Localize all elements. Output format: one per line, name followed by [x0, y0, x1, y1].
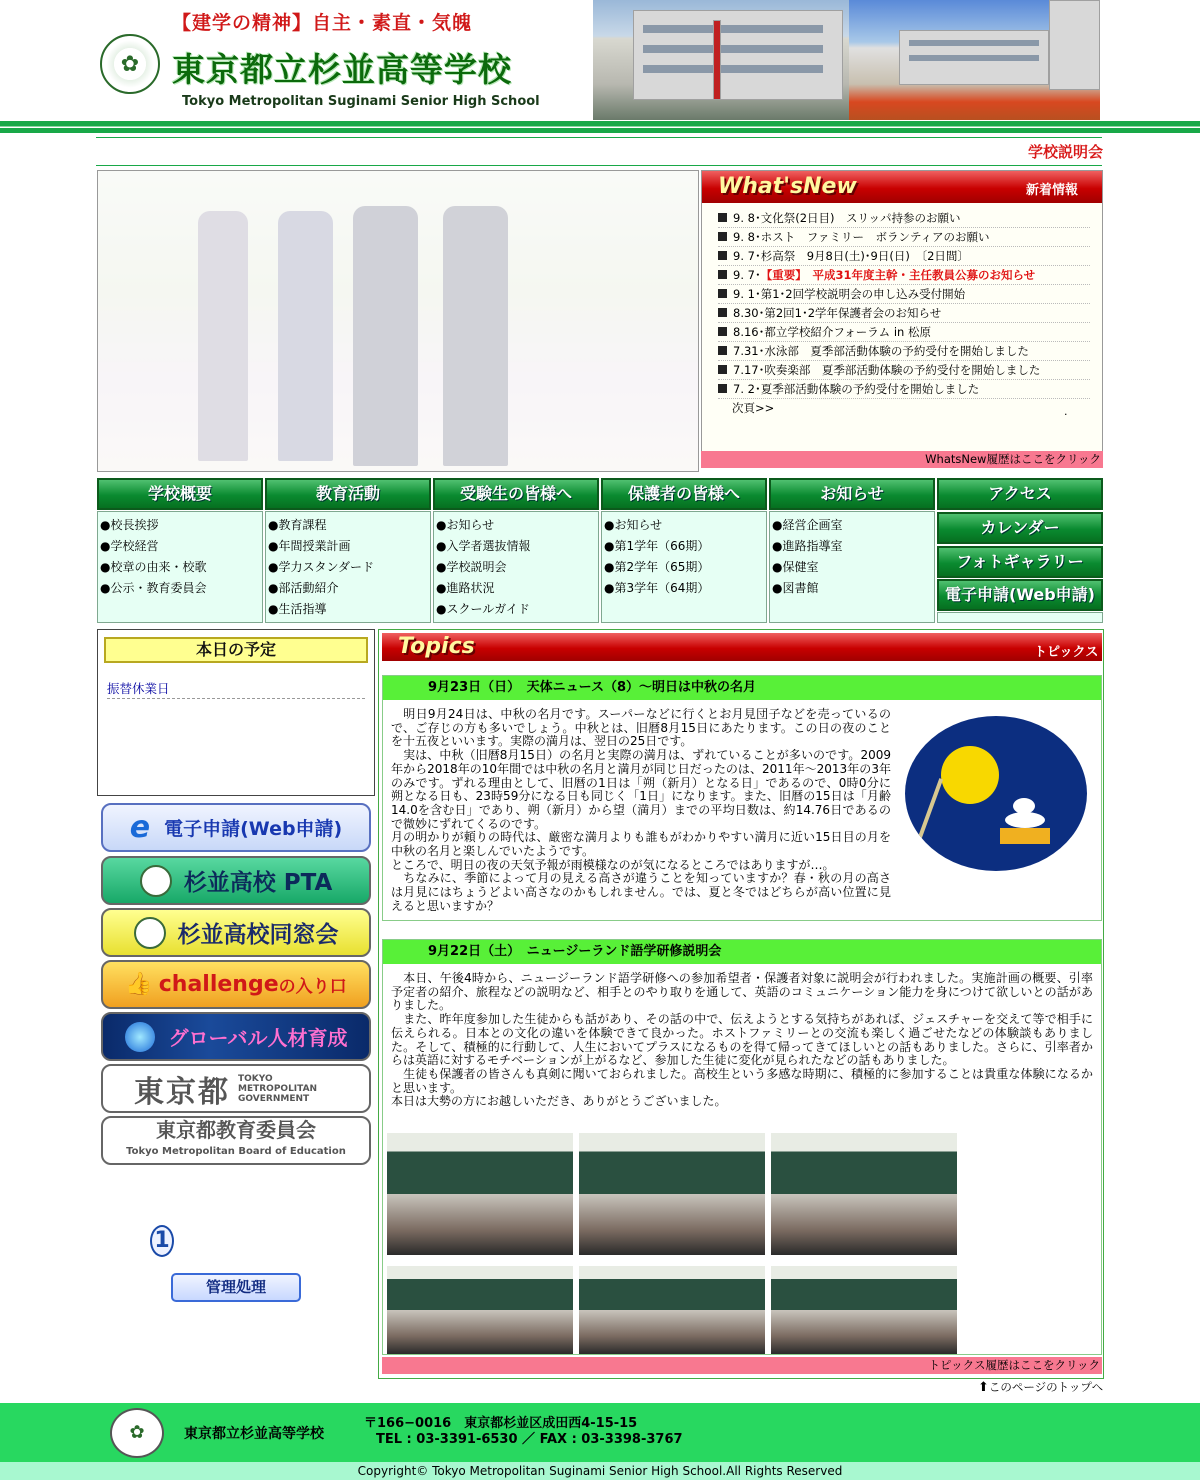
banner-board-of-education[interactable]	[101, 1116, 371, 1165]
whats-new-text: ホスト ファミリー ボランティアのお願い	[760, 230, 990, 244]
whats-new-text: 都立学校紹介フォーラム in 松原	[764, 325, 931, 339]
square-bullet-icon	[718, 365, 727, 374]
square-bullet-icon	[718, 289, 727, 298]
whats-new-date: 9. 1	[733, 287, 755, 301]
footer-school-name: 東京都立杉並高等学校	[184, 1426, 324, 1442]
whats-new-header	[702, 171, 1102, 203]
whats-new-item[interactable]: 7. 2･夏季部活動体験の予約受付を開始しました	[718, 380, 1090, 399]
square-bullet-icon	[718, 327, 727, 336]
topic-paragraph: 明日9月24日は、中秋の名月です。スーパーなどに行くとお月見団子などを売っているので、ご存じの方も多いでしょう。中秋とは、旧暦8月15日にあたります。この日の夜のことを十五夜といいます。実際の満月は、翌日の25日です。	[391, 707, 891, 749]
whats-new-panel	[701, 170, 1103, 468]
square-bullet-icon	[718, 251, 727, 260]
whats-new-date: 7.31	[733, 344, 759, 358]
nav-submenu-item[interactable]: ●学校経営	[100, 539, 159, 553]
nav-submenu-item[interactable]: ●第1学年（66期）	[604, 539, 710, 553]
banner-board-en: Tokyo Metropolitan Board of Education	[126, 1145, 346, 1157]
photo-briefing-4[interactable]	[387, 1266, 573, 1354]
topics-history-link[interactable]: トピックス履歴はここをクリック	[382, 1357, 1102, 1374]
banner-tokyo-label: 東京都	[134, 1074, 230, 1110]
whats-new-history-link[interactable]: WhatsNew履歴はここをクリック	[701, 451, 1103, 468]
school-motto: 【建学の精神】自主・素直・気魄	[172, 12, 473, 34]
nav-submenu	[601, 511, 767, 623]
header-photo-building	[593, 0, 849, 120]
today-schedule-title: 本日の予定	[104, 637, 368, 663]
whats-new-text: 第2回1･2学年保護者会のお知らせ	[764, 306, 942, 320]
banner-tokyo-government[interactable]	[101, 1064, 371, 1113]
nav-submenu	[265, 511, 431, 623]
nav-submenu-item[interactable]: ●学力スタンダード	[268, 560, 374, 574]
banner-tokyo-en: TOKYO METROPOLITAN GOVERNMENT	[238, 1073, 318, 1104]
nav-submenu-item[interactable]: ●教育課程	[268, 518, 327, 532]
whats-new-text: 杉高祭 9月8日(土)･9日(日) 〔2日間〕	[760, 249, 969, 263]
nav-calendar[interactable]: カレンダー	[937, 512, 1103, 544]
topic-article-title[interactable]: 9月22日（土） ニュージーランド語学研修説明会	[383, 940, 1101, 964]
nav-submenu-item[interactable]: ●図書館	[772, 581, 819, 595]
nav-header[interactable]: お知らせ	[769, 478, 935, 510]
nav-header[interactable]: 学校概要	[97, 478, 263, 510]
whats-new-item[interactable]: 8.30･第2回1･2学年保護者会のお知らせ	[718, 304, 1090, 323]
nav-submenu-item[interactable]: ●経営企画室	[772, 518, 843, 532]
nav-web-application[interactable]: 電子申請(Web申請)	[937, 579, 1103, 611]
whats-new-item[interactable]: 7.17･吹奏楽部 夏季部活動体験の予約受付を開始しました	[718, 361, 1090, 380]
square-bullet-icon	[718, 213, 727, 222]
nav-submenu-item[interactable]: ●学校説明会	[436, 560, 507, 574]
banner-pta[interactable]	[101, 856, 371, 905]
banner-challenge[interactable]	[101, 960, 371, 1009]
topics-title-jp: トピックス	[1034, 645, 1099, 660]
header-green-bar	[0, 121, 1200, 133]
topics-panel	[378, 629, 1104, 1379]
nav-right-footer	[937, 612, 1103, 623]
nav-submenu-item[interactable]: ●校長挨拶	[100, 518, 159, 532]
header-photo-campus	[849, 0, 1100, 120]
topic-paragraph: 本日、午後4時から、ニュージーランド語学研修への参加希望者・保護者対象に説明会が行われました。実施計画の概要、引率予定者の紹介、旅程などの説明など、相手とのやり取りを通して、英語のコミュニケーション能力を身につけて欲しいとの話がありました。	[391, 971, 1093, 1013]
whats-new-date: 9. 7	[733, 249, 755, 263]
square-bullet-icon	[718, 232, 727, 241]
whats-new-date: 9. 8	[733, 230, 755, 244]
whats-new-title-jp: 新着情報	[1026, 183, 1079, 198]
banner-board-label: 東京都教育委員会	[156, 1117, 316, 1142]
photo-briefing-3[interactable]	[771, 1133, 957, 1255]
nav-submenu-item[interactable]: ●お知らせ	[604, 518, 663, 532]
whats-new-item[interactable]: 9. 8･文化祭(2日目) スリッパ持参のお願い	[718, 209, 1090, 228]
nav-submenu-item[interactable]: ●進路指導室	[772, 539, 843, 553]
whats-new-logo: What'sNew	[718, 174, 857, 199]
emblem-icon	[140, 865, 172, 897]
nav-submenu-item[interactable]: ●部活動紹介	[268, 581, 339, 595]
nav-submenu-item[interactable]: ●年間授業計画	[268, 539, 351, 553]
banner-challenge-suffix: の入り口	[278, 977, 347, 997]
today-schedule-panel	[97, 629, 375, 796]
photo-briefing-1[interactable]	[387, 1133, 573, 1255]
emblem-icon	[134, 917, 166, 949]
topic-paragraph: 生徒も保護者の皆さんも真剣に聞いておられました。高校生という多感な時期に、積極的に参加することは貴重な体験になるかと思います。	[391, 1066, 1093, 1095]
nav-submenu-item[interactable]: ●お知らせ	[436, 518, 495, 532]
ie-icon: e	[129, 810, 151, 845]
whats-new-date: 9. 8	[733, 211, 755, 225]
nav-submenu-item[interactable]: ●進路状況	[436, 581, 495, 595]
nav-submenu-item[interactable]: ●入学者選抜情報	[436, 539, 531, 553]
topic-article-body	[383, 964, 1101, 1113]
moon-illustration	[905, 716, 1087, 871]
banner-alumni-label: 杉並高校同窓会	[177, 922, 339, 948]
school-name-en: Tokyo Metropolitan Suginami Senior High School	[182, 94, 540, 109]
nav-header[interactable]: 教育活動	[265, 478, 431, 510]
header	[0, 0, 1200, 122]
thumbs-up-icon: 👍	[125, 972, 153, 997]
whats-new-text: 水泳部 夏季部活動体験の予約受付を開始しました	[764, 344, 1029, 358]
topic-paragraph: 月の明かりが頼りの時代は、厳密な満月よりも誰もがわかりやすい満月に近い15日目の月を中秋の名月と楽しんでいたようです。	[391, 830, 891, 859]
banner-alumni[interactable]	[101, 908, 371, 957]
photo-briefing-5[interactable]	[579, 1266, 765, 1354]
whats-new-item[interactable]: 9. 8･ホスト ファミリー ボランティアのお願い	[718, 228, 1090, 247]
topic-paragraph: 本日は大勢の方にお越しいただき、ありがとうございました。	[391, 1094, 727, 1109]
whats-new-date: 8.16	[733, 325, 759, 339]
whats-new-date: 9. 7	[733, 268, 755, 282]
topics-header	[382, 633, 1102, 661]
topic-article	[382, 939, 1102, 1355]
arrow-up-icon: ⬆	[978, 1380, 989, 1395]
footer-emblem-icon: ✿	[110, 1408, 164, 1458]
whats-new-text: 【重要】 平成31年度主幹・主任教員公募のお知らせ	[760, 268, 1036, 282]
topic-paragraph: ちなみに、季節によって月の見える高さが違うことを知っていますか？春・秋の月の高さは月見にはちょうどよい高さなのかもしれません。では、夏と冬ではどちらが高い位置に見えると思いますか？	[391, 871, 891, 913]
whats-new-item[interactable]: 9. 1･第1･2回学校説明会の申し込み受付開始	[718, 285, 1090, 304]
topics-logo: Topics	[398, 634, 475, 659]
ticker-border-bottom	[96, 165, 1102, 166]
school-name-logo[interactable]: 東京都立杉並高等学校	[172, 50, 512, 89]
whats-new-date: 7. 2	[733, 382, 755, 396]
nav-photo-gallery[interactable]: フォトギャラリー	[937, 546, 1103, 578]
whats-new-text: 夏季部活動体験の予約受付を開始しました	[760, 382, 980, 396]
whats-new-dot: .	[1064, 405, 1068, 418]
nav-submenu	[97, 511, 263, 623]
whats-new-text: 文化祭(2日目) スリッパ持参のお願い	[760, 211, 961, 225]
slideshow[interactable]	[97, 170, 699, 472]
whats-new-item[interactable]: 8.16･都立学校紹介フォーラム in 松原	[718, 323, 1090, 342]
whats-new-text: 吹奏楽部 夏季部活動体験の予約受付を開始しました	[764, 363, 1041, 377]
nav-submenu-item[interactable]: ●校章の由来・校歌	[100, 560, 207, 574]
square-bullet-icon	[718, 308, 727, 317]
whats-new-item[interactable]: 9. 7･杉高祭 9月8日(土)･9日(日) 〔2日間〕	[718, 247, 1090, 266]
nav-submenu-item[interactable]: ●第3学年（64期）	[604, 581, 710, 595]
whats-new-text: 第1･2回学校説明会の申し込み受付開始	[760, 287, 966, 301]
square-bullet-icon	[718, 346, 727, 355]
nav-submenu	[433, 511, 599, 623]
ticker-border-top	[96, 137, 1102, 138]
topic-article	[382, 675, 1102, 921]
topic-paragraph: ところで、明日の夜の天気予報が雨模様なのが気になるところではありますが…。	[391, 857, 835, 872]
globe-icon	[125, 1022, 155, 1052]
copyright: Copyright© Tokyo Metropolitan Suginami Senior High School.All Rights Reserved	[0, 1462, 1200, 1480]
nav-access[interactable]: アクセス	[937, 478, 1103, 510]
topic-paragraph: また、昨年度参加した生徒からも話があり、その話の中で、伝えようとする気持ちがあれば、ジェスチャーを交えて等で相手に伝えられる。日本との文化の違いを体験できて良かった。ホストファミリーとの交流も楽しく過ごせたなどの体験談もありました。そして、積極的に行動して、人生においてプラスになるものを得て帰ってきてほしいとの話もありました。さらに、引率者からは英語に対するモチベーションが上がるなど、参加した生徒に変化が見られたなどの話もありました。	[391, 1012, 1093, 1068]
footer-tel-line: TEL : 03-3391-6530 ／ FAX : 03-3398-3767	[376, 1432, 683, 1447]
whats-new-date: 7.17	[733, 363, 759, 377]
banner-web-label: 電子申請(Web申請)	[164, 818, 343, 840]
access-counter: 1	[150, 1225, 174, 1257]
news-ticker[interactable]: 学校説明会	[1028, 143, 1104, 161]
whats-new-list	[718, 209, 1090, 417]
photo-briefing-2[interactable]	[579, 1133, 765, 1255]
nav-submenu	[769, 511, 935, 623]
square-bullet-icon	[718, 270, 727, 279]
nav-submenu-item[interactable]: ●保健室	[772, 560, 819, 574]
nav-submenu-item[interactable]: ●第2学年（65期）	[604, 560, 710, 574]
admin-button[interactable]: 管理処理	[171, 1273, 301, 1302]
topic-article-title[interactable]: 9月23日（日） 天体ニュース（8）～明日は中秋の名月	[383, 676, 1101, 700]
nav-submenu-item[interactable]: ●スクールガイド	[436, 602, 530, 616]
whats-new-item[interactable]: 9. 7･【重要】 平成31年度主幹・主任教員公募のお知らせ	[718, 266, 1090, 285]
photo-briefing-6[interactable]	[771, 1266, 957, 1354]
whats-new-next-link[interactable]: 次頁>>	[732, 401, 775, 415]
nav-header[interactable]: 保護者の皆様へ	[601, 478, 767, 510]
nav-header[interactable]: 受験生の皆様へ	[433, 478, 599, 510]
footer-address	[364, 1416, 683, 1448]
school-emblem-icon[interactable]: ✿	[100, 34, 160, 94]
today-schedule-item[interactable]: 振替休業日	[107, 680, 365, 699]
page-top-link[interactable]	[978, 1379, 1103, 1395]
whats-new-item[interactable]: 7.31･水泳部 夏季部活動体験の予約受付を開始しました	[718, 342, 1090, 361]
topic-paragraph: 実は、中秋（旧暦8月15日）の名月と実際の満月は、ずれていることが多いのです。2009年から2018年の10年間では中秋の名月と満月が同じ日だったのは、2011年～2013年の3年のみです。ずれる理由として、旧暦の1日は「朔（新月）となる日」であるので、0時0分に朔となる日も、23時59分になる日も同じく「1日」になります。また、旧暦の15日は「月齢14.0を含む日」であり、朔（新月）から望（満月）までの平均日数は、約14.76日であるので微妙にずれてくるのです。	[391, 748, 891, 831]
footer-address-line: 〒166−0016 東京都杉並区成田西4-15-15	[364, 1416, 638, 1431]
whats-new-date: 8.30	[733, 306, 759, 320]
nav-submenu-item[interactable]: ●公示・教育委員会	[100, 581, 207, 595]
banner-web-application[interactable]	[101, 803, 371, 852]
banner-challenge-label: challenge	[158, 972, 279, 997]
banner-pta-label: 杉並高校 PTA	[183, 870, 333, 896]
banner-global-label: グローバル人材育成	[168, 1026, 348, 1050]
square-bullet-icon	[718, 384, 727, 393]
nav-submenu-item[interactable]: ●生活指導	[268, 602, 327, 616]
banner-global[interactable]	[101, 1012, 371, 1061]
page-top-label: このページのトップへ	[988, 1380, 1104, 1394]
